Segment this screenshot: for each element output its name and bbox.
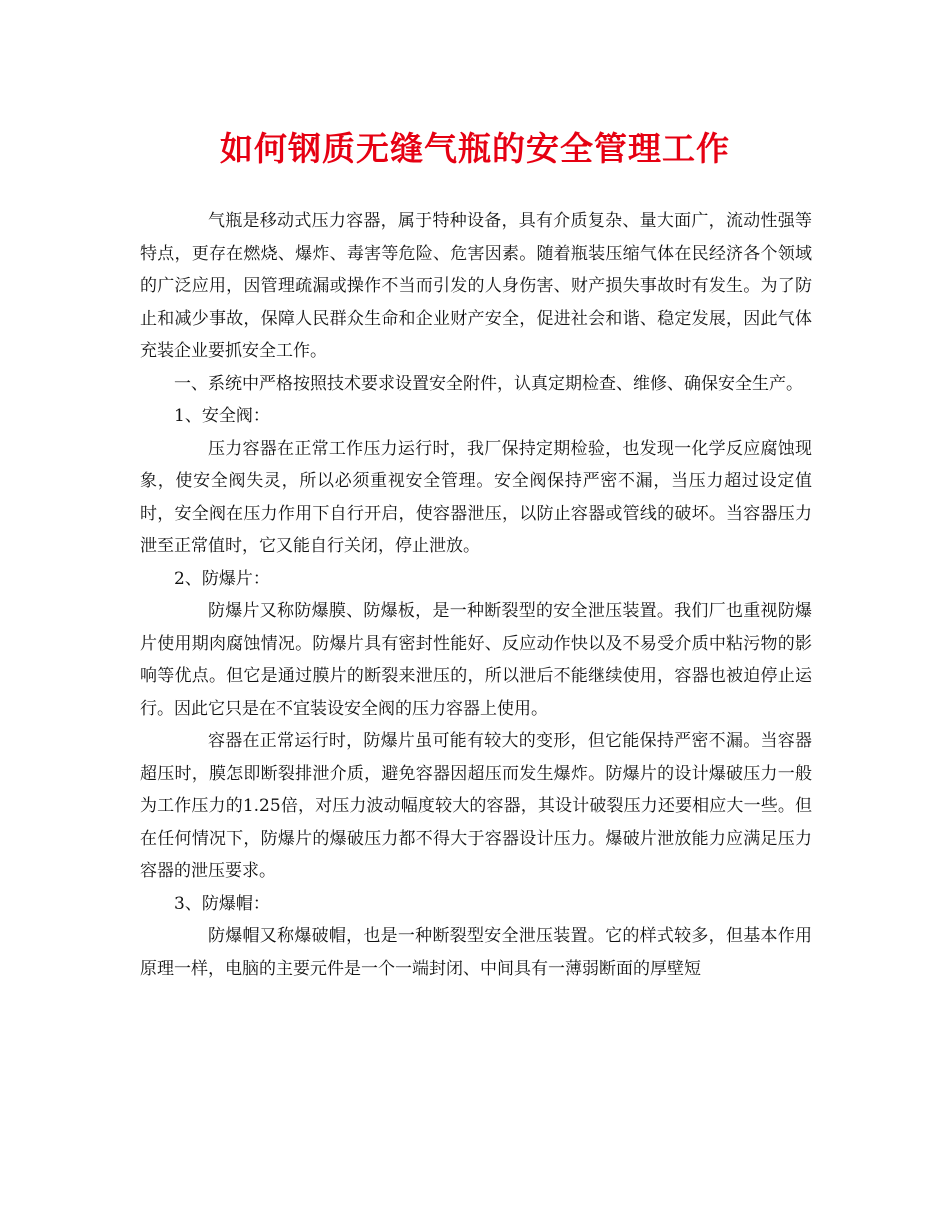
item-heading-safety-valve: 1、安全阀： (174, 406, 270, 426)
safety-valve-paragraph: 压力容器在正常工作压力运行时，我厂保持定期检验，也发现一化学反应腐蚀现象，使安全阀失灵，所以必须重视安全管理。安全阀保持严密不漏，当压力超过设定值时，安全阀在压力作用下自行开启，使容器泄压，以防止容器或管线的破坏。当容器压力泄至正常值时，它又能自行关闭，停止泄放。 (140, 438, 812, 556)
document-title: 如何钢质无缝气瓶的安全管理工作 (220, 129, 730, 168)
rupture-disc-paragraph-1: 防爆片又称防爆膜、防爆板，是一种断裂型的安全泄压装置。我们厂也重视防爆片使用期肉腐蚀情况。防爆片具有密封性能好、反应动作快以及不易受介质中粘污物的影响等优点。但它是通过膜片的断裂来泄压的，所以泄后不能继续使用，容器也被迫停止运行。因此它只是在不宜装设安全阀的压力容器上使用。 (140, 601, 812, 719)
document-body (140, 205, 812, 985)
intro-paragraph: 气瓶是移动式压力容器，属于特种设备，具有介质复杂、量大面广，流动性强等特点，更存在燃烧、爆炸、毒害等危险、危害因素。随着瓶装压缩气体在民经济各个领域的广泛应用，因管理疏漏或操作不当而引发的人身伤害、财产损失事故时有发生。为了防止和减少事故，保障人民群众生命和企业财产安全，促进社会和谐、稳定发展，因此气体充装企业要抓安全工作。 (140, 211, 812, 361)
section-heading-1: 一、系统中严格按照技术要求设置安全附件，认真定期检查、维修、确保安全生产。 (174, 373, 803, 394)
item-heading-rupture-disc: 2、防爆片： (174, 568, 270, 589)
rupture-disc-paragraph-2: 容器在正常运行时，防爆片虽可能有较大的变形，但它能保持严密不漏。当容器超压时，膜怎即断裂排泄介质，避免容器因超压而发生爆炸。防爆片的设计爆破压力一般为工作压力的1.25倍，对压力波动幅度较大的容器，其设计破裂压力还要相应大一些。但在任何情况下，防爆片的爆破压力都不得大于容器设计压力。爆破片泄放能力应满足压力容器的泄压要求。 (140, 731, 812, 881)
bursting-cap-paragraph: 防爆帽又称爆破帽，也是一种断裂型安全泄压装置。它的样式较多，但基本作用原理一样，电脑的主要元件是一个一端封闭、中间具有一薄弱断面的厚壁短 (140, 926, 812, 979)
item-heading-bursting-cap: 3、防爆帽： (174, 893, 270, 914)
